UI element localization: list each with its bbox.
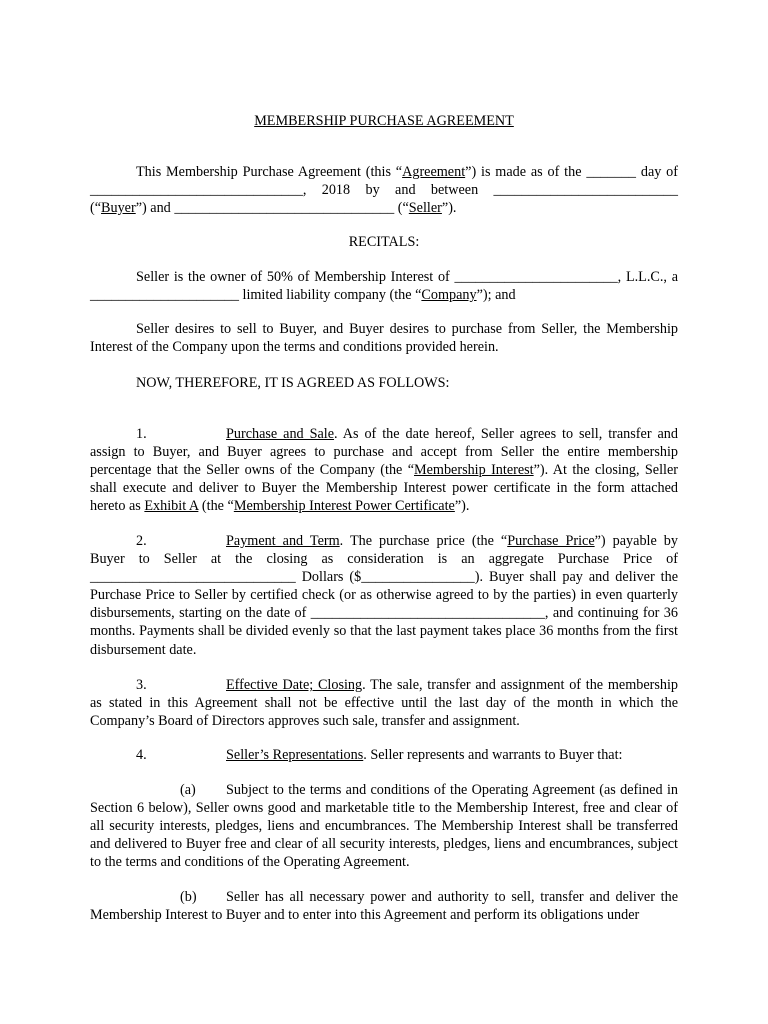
defined-term-buyer: Buyer — [101, 200, 136, 217]
section-4b-label: (b) — [180, 889, 197, 905]
section-4a-text: Subject to the terms and conditions of the Operating Agreement (as defined in Section 6 below), Seller owns good and marketable title to the Membership Interest, free and clear of all security interests, pledges, liens and encumbrances. The Membership Interest shall be transferred and delivered to Buyer free and clear of all security interests, pledges, liens and encumbrances, subject to the terms and conditions of the Operating Agreement. — [90, 782, 678, 871]
section-4-heading: Seller’s Representations — [226, 747, 364, 763]
defined-term-seller: Seller — [408, 200, 442, 217]
recital-1-text-1: Seller is the owner of 50% of Membership Interest of _______________________, L.L.C., a _____________________ limited liability company (the “ — [90, 269, 678, 304]
section-3 — [90, 676, 678, 730]
section-2-text-1: . The purchase price (the “ — [339, 533, 508, 549]
title-text: MEMBERSHIP PURCHASE AGREEMENT — [254, 113, 514, 129]
intro-text-4: ”). — [441, 200, 457, 217]
defined-term-company: Company — [421, 287, 477, 304]
section-1-number: 1. — [136, 426, 147, 442]
defined-term-purchase-price: Purchase Price — [507, 533, 595, 549]
section-4-text-1: . Seller represents and warrants to Buyer that: — [363, 747, 623, 763]
recital-1 — [90, 268, 678, 304]
section-1-text-4: ”). — [454, 498, 470, 515]
section-3-heading: Effective Date; Closing — [226, 677, 363, 693]
section-1-text-3: (the “ — [198, 498, 234, 515]
section-4b — [90, 888, 678, 924]
intro-paragraph — [90, 163, 678, 217]
section-3-number: 3. — [136, 677, 147, 693]
intro-text-1: This Membership Purchase Agreement (this “ — [136, 164, 403, 180]
recitals-heading: RECITALS: — [348, 234, 420, 250]
section-4b-text: Seller has all necessary power and authority to sell, transfer and deliver the Membership Interest to Buyer and to enter into this Agreement and perform its obligations under — [90, 889, 678, 924]
section-4a-label: (a) — [180, 782, 196, 798]
document-title — [90, 112, 678, 130]
section-1-text-2: ”). At the closing, Seller shall execute and deliver to Buyer the Membership Interest power certificate in the form attached hereto as — [90, 462, 678, 515]
defined-term-power-certificate: Membership Interest Power Certificate — [233, 498, 455, 515]
recital-1-text-2: ”); and — [476, 287, 516, 304]
recital-2: Seller desires to sell to Buyer, and Buyer desires to purchase from Seller, the Membership Interest of the Company upon the terms and conditions provided herein. — [90, 321, 678, 356]
section-4a — [90, 781, 678, 871]
section-4 — [90, 746, 678, 764]
exhibit-a-reference: Exhibit A — [144, 498, 199, 515]
section-3-text-1: . The sale, transfer and assignment of the membership as stated in this Agreement shall not be effective until the last day of the month in which the Company’s Board of Directors approves such sale, transfer and assignment. — [90, 677, 678, 730]
section-1-text-1: . As of the date hereof, Seller agrees to sell, transfer and assign to Buyer, and Buyer agrees to purchase and accept from Seller the entire membership percentage that the Seller owns of the Company (the “ — [90, 426, 678, 479]
section-2 — [90, 532, 678, 659]
section-2-text-2: ”) payable by Buyer to Seller at the closing as consideration is an aggregate Purchase Price of _____________________________ Dollars ($________________). Buyer shall pay and deliver the Purchase Price to Seller by certified check (or as otherwise agreed to by the parties) in even quarterly disbursements, starting on the date of _________________________________, and continuing for 36 months. Payments shall be divided evenly so that the last payment takes place 36 months from the first disbursement date. — [90, 533, 678, 658]
now-therefore-line: NOW, THEREFORE, IT IS AGREED AS FOLLOWS: — [136, 375, 450, 391]
section-2-heading: Payment and Term — [226, 533, 340, 549]
section-4-number: 4. — [136, 747, 147, 763]
section-2-number: 2. — [136, 533, 147, 549]
section-1 — [90, 425, 678, 515]
section-1-heading: Purchase and Sale — [226, 426, 335, 442]
intro-text-2: ”) is made as of the _______ day of ______________________________, 2018 by and between __________________________ (“ — [90, 164, 678, 217]
defined-term-agreement: Agreement — [402, 164, 466, 180]
defined-term-membership-interest: Membership Interest — [414, 462, 534, 479]
intro-text-3: ”) and _______________________________ (“ — [135, 200, 409, 217]
